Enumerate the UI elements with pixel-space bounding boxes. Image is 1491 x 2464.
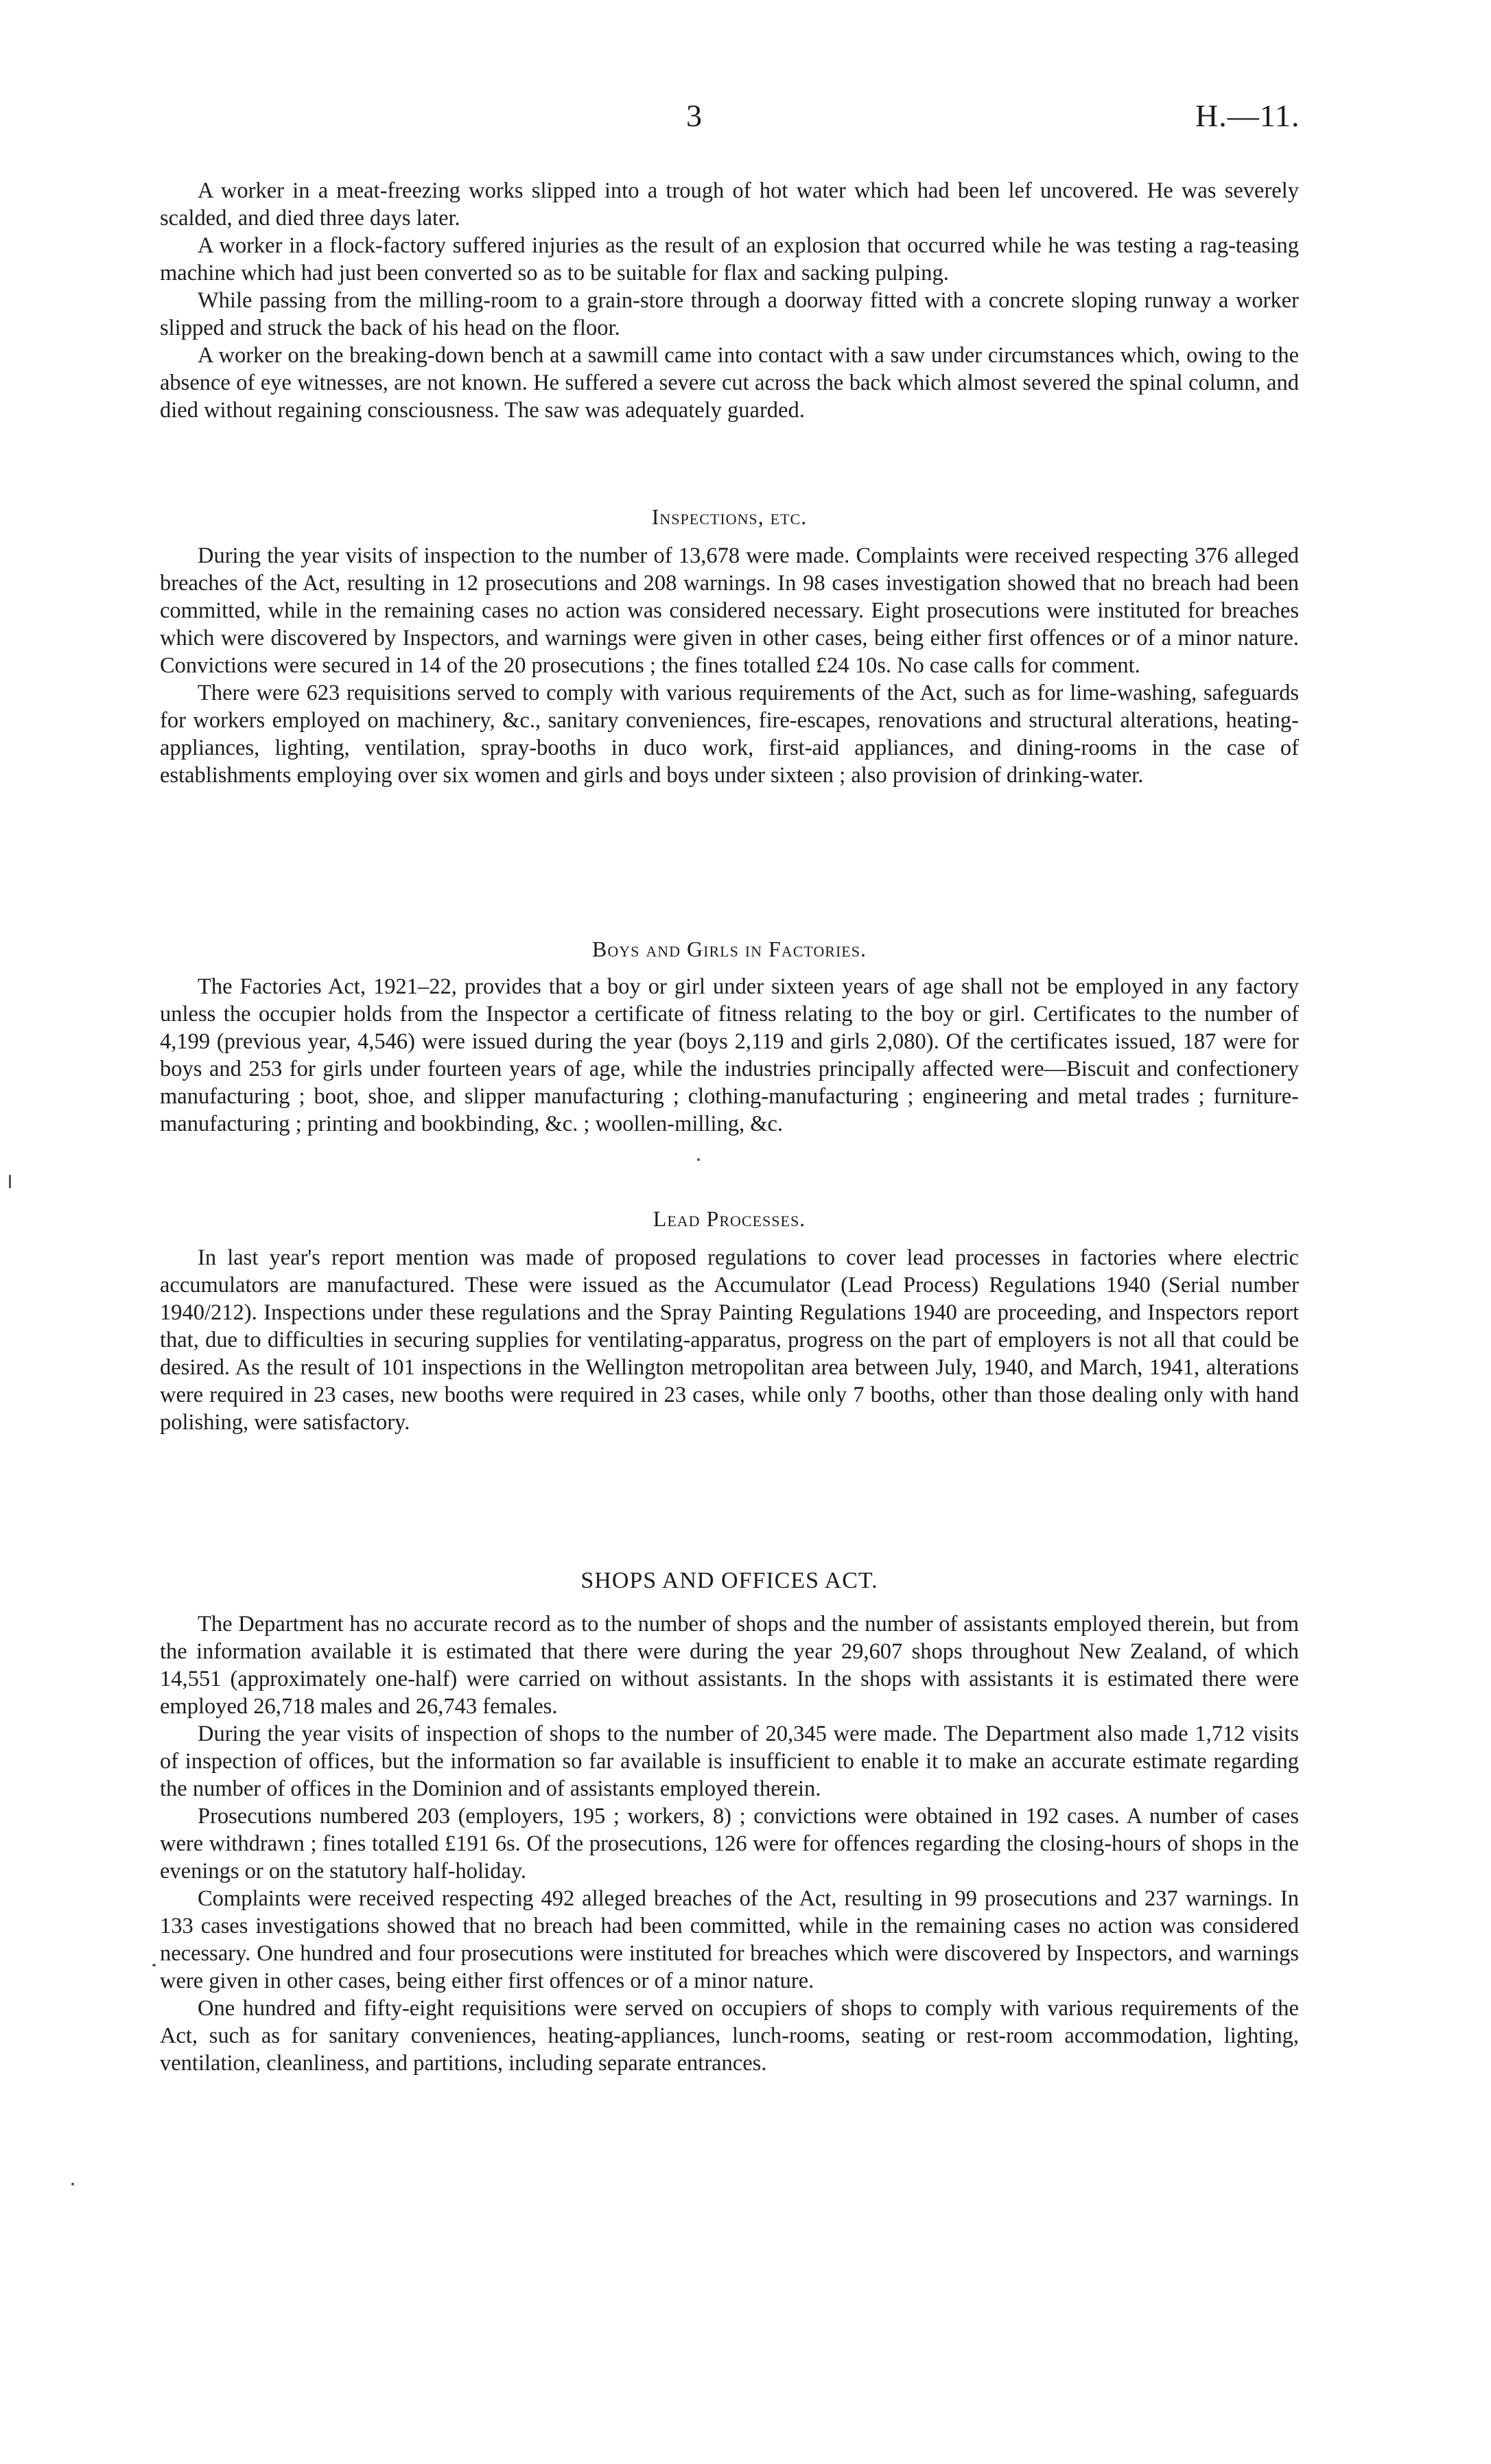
accident-paragraph-4: A worker on the breaking-down bench at a sawmill came into contact with a saw under circumstances which, owing to the absence of eye witnesses, are not known. He suffered a severe cut across the back which almost severed the spinal column, and died without regaining consciousness. The saw was adequately guarded. xyxy=(160,343,1299,423)
inspections-paragraph-1: During the year visits of inspection to the number of 13,678 were made. Complaints were received respecting 376 alleged breaches of the Act, resulting in 12 prosecutions and 208 warnings. In 98 cases investigation showed that no breach had been committed, while in the remaining cases no action was considered necessary. Eight prosecutions were instituted for breaches which were discovered by Inspectors, and warnings were given in other cases, being either first offences or of a minor nature. Convictions were secured in 14 of the 20 prosecutions ; the fines totalled £24 10s. No case calls for comment. xyxy=(160,543,1299,678)
scan-speck xyxy=(71,2183,74,2185)
shops-paragraph-2: During the year visits of inspection of shops to the number of 20,345 were made. The Department also made 1,712 visits of inspection of offices, but the information so far available is insufficient to enable it to make an accurate estimate regarding the number of offices in the Dominion and of assistants employed therein. xyxy=(160,1722,1299,1801)
inspections-heading: Inspections, etc. xyxy=(651,504,808,529)
lead-processes-heading: Lead Processes. xyxy=(653,1206,806,1231)
scan-speck xyxy=(697,1158,700,1161)
shops-paragraph-1: The Department has no accurate record as to the number of shops and the number of assistants employed therein, but from the information available it is estimated that there were during the year 29,607 shops throughout New Zealand, of which 14,551 (approximately one-half) were carried on without assistants. In the shops with assistants it is estimated there were employed 26,718 males and 26,743 females. xyxy=(160,1612,1299,1719)
boys-girls-section xyxy=(160,973,1299,1138)
shops-offices-section xyxy=(160,1610,1299,2077)
accident-paragraph-1: A worker in a meat-freezing works slipped into a trough of hot water which had been lef uncovered. He was severely scalded, and died three days later. xyxy=(160,178,1299,231)
shops-paragraph-5: One hundred and fifty-eight requisitions were served on occupiers of shops to comply with various requirements of the Act, such as for sanitary conveniences, heating-appliances, lunch-rooms, seating or rest-room accommodation, lighting, ventilation, cleanliness, and partitions, including separate entrances. xyxy=(160,1996,1299,2076)
scan-speck xyxy=(9,1175,11,1188)
lead-processes-section xyxy=(160,1244,1299,1436)
boys-girls-paragraph-1: The Factories Act, 1921–22, provides that a boy or girl under sixteen years of age shall not be employed in any factory unless the occupier holds from the Inspector a certificate of fitness relating to the boy or girl. Certificates to the number of 4,199 (previous year, 4,546) were issued during the year (boys 2,119 and girls 2,080). Of the certificates issued, 187 were for boys and 253 for girls under fourteen years of age, while the industries principally affected were—Biscuit and confectionery manufacturing ; boot, shoe, and slipper manufacturing ; clothing-manufacturing ; engineering and metal trades ; furniture-manufacturing ; printing and bookbinding, &c. ; woollen-milling, &c. xyxy=(160,974,1299,1136)
shops-offices-heading: SHOPS AND OFFICES ACT. xyxy=(580,1568,878,1593)
document-reference: H.—11. xyxy=(1195,98,1300,133)
accident-paragraph-2: A worker in a flock-factory suffered injuries as the result of an explosion that occurred while he was testing a rag-teasing machine which had just been converted so as to be suitable for flax and sacking pulping. xyxy=(160,233,1299,285)
scan-speck xyxy=(152,1964,156,1967)
inspections-paragraph-2: There were 623 requisitions served to comply with various requirements of the Act, such as for lime-washing, safeguards for workers employed on machinery, &c., sanitary conveniences, fire-escapes, renovations and structural alterations, heating-appliances, lighting, ventilation, spray-booths in duco work, first-aid appliances, and dining-rooms in the case of establishments employing over six women and girls and boys under sixteen ; also provision of drinking-water. xyxy=(160,681,1299,788)
shops-paragraph-3: Prosecutions numbered 203 (employers, 195 ; workers, 8) ; convictions were obtained in 192 cases. A number of cases were withdrawn ; fines totalled £191 6s. Of the prosecutions, 126 were for offences regarding the closing-hours of shops in the evenings or on the statutory half-holiday. xyxy=(160,1804,1299,1884)
page-number: 3 xyxy=(686,98,702,133)
accident-section xyxy=(160,177,1299,424)
accident-paragraph-3: While passing from the milling-room to a grain-store through a doorway fitted with a concrete sloping runway a worker slipped and struck the back of his head on the floor. xyxy=(160,288,1299,340)
lead-processes-paragraph-1: In last year's report mention was made of proposed regulations to cover lead processes in factories where electric accumulators are manufactured. These were issued as the Accumulator (Lead Process) Regulations 1940 (Serial number 1940/212). Inspections under these regulations and the Spray Painting Regulations 1940 are proceeding, and Inspectors report that, due to difficulties in securing supplies for ventilating-apparatus, progress on the part of employers is not all that could be desired. As the result of 101 inspections in the Wellington metropolitan area between July, 1940, and March, 1941, alterations were required in 23 cases, new booths were required in 23 cases, while only 7 booths, other than those dealing only with hand polishing, were satisfactory. xyxy=(160,1245,1299,1435)
inspections-section xyxy=(160,542,1299,789)
boys-girls-heading: Boys and Girls in Factories. xyxy=(592,937,867,961)
shops-paragraph-4: Complaints were received respecting 492 alleged breaches of the Act, resulting in 99 prosecutions and 237 warnings. In 133 cases investigations showed that no breach had been committed, while in the remaining cases no action was considered necessary. One hundred and four prosecutions were instituted for breaches which were discovered by Inspectors, and warnings were given in other cases, being either first offences or of a minor nature. xyxy=(160,1886,1299,1993)
